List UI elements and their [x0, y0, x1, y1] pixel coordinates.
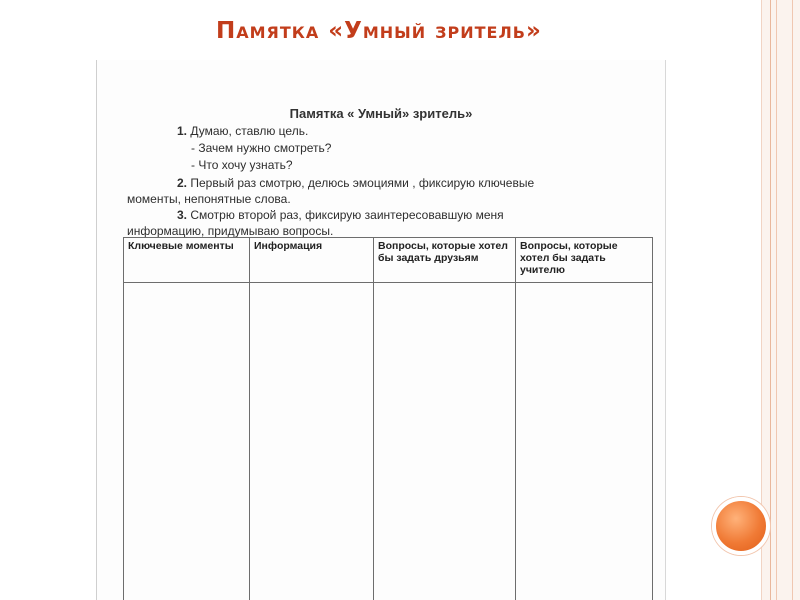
column-header-questions-teacher: Вопросы, которые хотел бы задать учителю: [516, 238, 653, 283]
step-1: [177, 124, 308, 138]
step-2-continuation: моменты, непонятные слова.: [127, 192, 291, 206]
table-row: [124, 283, 653, 600]
orange-circle-decoration: [712, 497, 770, 555]
column-header-questions-friends: Вопросы, которые хотел бы задать друзьям: [374, 238, 516, 283]
step-2-number: 2.: [177, 176, 188, 190]
step-3-continuation: информацию, придумываю вопросы.: [127, 224, 334, 238]
slide-title: Памятка «Умный зритель»: [216, 18, 542, 44]
decorative-stripe: [761, 0, 800, 600]
step-1-text: Думаю, ставлю цель.: [190, 124, 309, 138]
step-3-number: 3.: [177, 208, 188, 222]
column-header-information: Информация: [250, 238, 374, 283]
step-1-question-1: - Зачем нужно смотреть?: [191, 141, 332, 155]
step-1-number: 1.: [177, 124, 188, 138]
step-2-text: Первый раз смотрю, делюсь эмоциями , фиксирую ключевые: [190, 176, 535, 190]
document-heading: Памятка « Умный» зритель»: [289, 106, 473, 121]
memo-table: [123, 237, 653, 600]
step-3: [177, 208, 504, 222]
step-3-text: Смотрю второй раз, фиксирую заинтересовавшую меня: [190, 208, 504, 222]
step-1-question-2: - Что хочу узнать?: [191, 158, 293, 172]
table-cell-information[interactable]: [250, 283, 374, 600]
column-header-key-moments: Ключевые моменты: [124, 238, 250, 283]
table-cell-key-moments[interactable]: [124, 283, 250, 600]
table-cell-questions-teacher[interactable]: [516, 283, 653, 600]
scanned-document: [96, 60, 666, 600]
table-header-row: [124, 238, 653, 283]
step-2: [177, 176, 534, 190]
table-cell-questions-friends[interactable]: [374, 283, 516, 600]
